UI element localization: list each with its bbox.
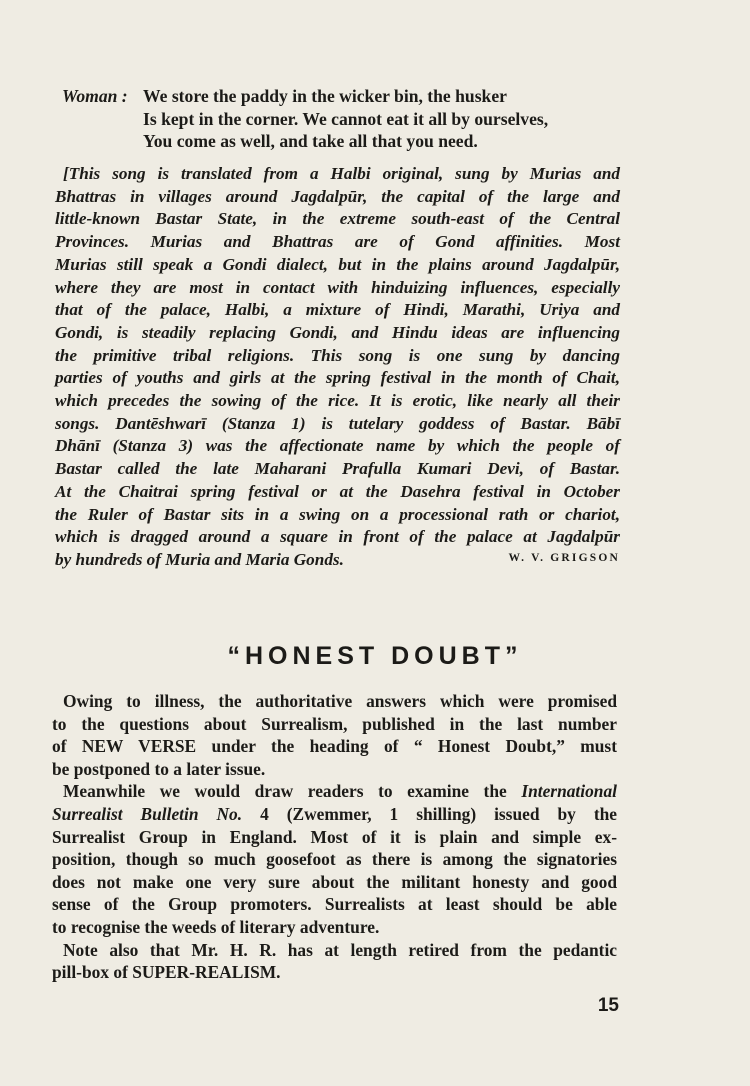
- note-line: that of the palace, Halbi, a mixture of Hindi, Marathi, Uriya and: [55, 300, 620, 320]
- signature: W. V. GRIGSON: [508, 551, 620, 564]
- article: [52, 690, 617, 984]
- text-line: sense of the Group promoters. Surrealists at least should be able: [52, 894, 617, 915]
- section-heading: “HONEST DOUBT”: [227, 642, 523, 670]
- note-line: Bastar called the late Maharani Prafulla Kumari Devi, of Bastar.: [55, 459, 620, 479]
- text-line: does not make one very sure about the militant honesty and good: [52, 871, 617, 892]
- paragraph: [52, 780, 617, 938]
- note-line: which is dragged around a square in front of the palace at Jagdalpūr: [55, 527, 620, 547]
- paragraph: [52, 939, 617, 984]
- verse-line: You come as well, and take all that you need.: [143, 131, 478, 151]
- text-line: Note also that Mr. H. R. has at length retired from the pedantic: [63, 939, 617, 960]
- editorial-note: [55, 163, 620, 572]
- page-number: 15: [597, 995, 619, 1016]
- note-line: parties of youths and girls at the spring festival in the month of Chait,: [55, 368, 620, 388]
- text-line: Surrealist Group in England. Most of it is plain and simple ex-: [52, 826, 617, 847]
- text-line: pill-box of SUPER-REALISM.: [52, 962, 281, 983]
- note-line: the primitive tribal religions. This song is one sung by dancing: [55, 345, 620, 365]
- note-line: Dhānī (Stanza 3) was the affectionate name by which the people of: [55, 436, 620, 456]
- speaker-label: Woman :: [62, 86, 128, 106]
- note-line: which precedes the sowing of the rice. It is erotic, like nearly all their: [55, 391, 620, 411]
- note-line: little-known Bastar State, in the extreme south-east of the Central: [55, 209, 620, 229]
- note-line: Murias still speak a Gondi dialect, but in the plains around Jagdalpūr,: [55, 254, 620, 274]
- paragraph: [52, 690, 617, 780]
- text-line: [52, 803, 617, 826]
- text-line: of NEW VERSE under the heading of “ Honest Doubt,” must: [52, 736, 617, 757]
- publication-title: Surrealist Bulletin No.: [52, 803, 243, 824]
- note-line: [This song is translated from a Halbi original, sung by Murias and: [63, 164, 620, 183]
- text-line: position, though so much goosefoot as there is among the signatories: [52, 849, 617, 870]
- note-line: songs. Dantēshwarī (Stanza 1) is tutelary goddess of Bastar. Bābī: [55, 413, 620, 433]
- note-line: by hundreds of Muria and Maria Gonds.: [55, 549, 344, 569]
- text-line: Owing to illness, the authoritative answers which were promised: [63, 691, 617, 711]
- note-line: Provinces. Murias and Bhattras are of Gond affinities. Most: [55, 232, 620, 252]
- text-line: [52, 780, 617, 803]
- note-line: Bhattras in villages around Jagdalpūr, the capital of the large and: [55, 186, 620, 206]
- publication-title: International: [521, 781, 617, 802]
- note-line: At the Chaitrai spring festival or at the Dasehra festival in October: [55, 481, 620, 501]
- verse: [62, 85, 632, 153]
- text-line: be postponed to a later issue.: [52, 758, 266, 779]
- text-run: 4 (Zwemmer, 1 shilling) issued by the: [242, 803, 618, 824]
- verse-line: Is kept in the corner. We cannot eat it all by ourselves,: [143, 108, 549, 129]
- text-line: to the questions about Surrealism, published in the last number: [52, 713, 617, 734]
- note-line: the Ruler of Bastar sits in a swing on a processional rath or chariot,: [55, 504, 620, 524]
- text-run: Meanwhile we would draw readers to examine the: [63, 781, 522, 802]
- note-line: Gondi, is steadily replacing Gondi, and Hindu ideas are influencing: [55, 322, 620, 342]
- verse-line: We store the paddy in the wicker bin, the husker: [143, 86, 507, 106]
- note-line: where they are most in contact with hinduizing influences, especially: [55, 277, 620, 297]
- text-line: to recognise the weeds of literary adventure.: [52, 916, 380, 937]
